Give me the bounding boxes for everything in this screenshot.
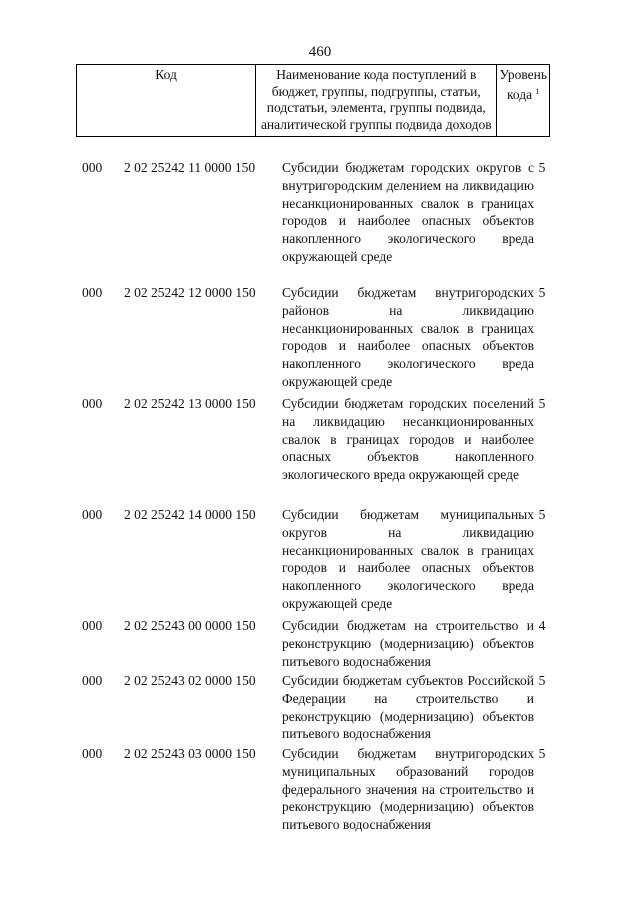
- row-admin-code: 000: [82, 507, 103, 522]
- row-level: 5: [538, 285, 546, 300]
- row-name: Субсидии бюджетам городских поселений на ликвидацию несанкционированных свалок в границах городов и наиболее опасных объектов накопленного экологического вреда окружающей среде: [282, 396, 534, 483]
- row-code: 2 02 25242 11 0000 150: [124, 160, 256, 175]
- header-name: Наименование кода поступлений в бюджет, группы, подгруппы, статьи, подстатьи, элемента, группы подвида, аналитической группы подвида доходов: [256, 65, 497, 136]
- row-code: 2 02 25242 12 0000 150: [124, 285, 256, 300]
- row-name: Субсидии бюджетам внутригородских районов на ликвидацию несанкционированных свалок в границах городов и наиболее опасных объектов накопленного экологического вреда окружающей среде: [282, 285, 534, 389]
- table-header: [76, 64, 550, 137]
- row-admin-code: 000: [82, 396, 103, 411]
- row-admin-code: 000: [82, 673, 103, 688]
- row-code: 2 02 25243 02 0000 150: [124, 673, 256, 688]
- header-level-label: Уровень кода: [499, 67, 547, 102]
- header-code: Код: [77, 65, 256, 136]
- header-level: [497, 65, 549, 136]
- row-name: Субсидии бюджетам субъектов Российской Федерации на строительство и реконструкцию (модернизацию) объектов питьевого водоснабжения: [282, 673, 534, 742]
- row-level: 5: [538, 746, 546, 761]
- row-admin-code: 000: [82, 285, 103, 300]
- row-name: Субсидии бюджетам на строительство и реконструкцию (модернизацию) объектов питьевого водоснабжения: [282, 618, 534, 669]
- row-name: Субсидии бюджетам городских округов с внутригородским делением на ликвидацию несанкционированных свалок в границах городов и наиболее опасных объектов накопленного экологического вреда окружающей среде: [282, 160, 534, 264]
- table-row: [76, 284, 550, 395]
- table-row: [76, 617, 550, 672]
- row-code: 2 02 25243 03 0000 150: [124, 746, 256, 761]
- row-level: 5: [538, 160, 546, 175]
- table-row: [76, 159, 550, 284]
- row-level: 5: [538, 396, 546, 411]
- page-number: 460: [308, 44, 332, 60]
- row-name: Субсидии бюджетам муниципальных округов на ликвидацию несанкционированных свалок в границах городов и наиболее опасных объектов накопленного экологического вреда окружающей среде: [282, 507, 534, 611]
- row-code: 2 02 25242 14 0000 150: [124, 507, 256, 522]
- table-row: [76, 672, 550, 745]
- table-row: [76, 745, 550, 837]
- row-code: 2 02 25243 00 0000 150: [124, 618, 256, 633]
- row-admin-code: 000: [82, 160, 103, 175]
- table-row: [76, 506, 550, 617]
- table-row: [76, 395, 550, 506]
- row-level: 5: [538, 673, 546, 688]
- header-level-footnote: 1: [535, 86, 540, 96]
- table-body: [76, 159, 550, 837]
- row-level: 4: [538, 618, 546, 633]
- row-name: Субсидии бюджетам внутригородских муниципальных образований городов федерального значения на строительство и реконструкцию (модернизацию) объектов питьевого водоснабжения: [282, 746, 534, 833]
- row-admin-code: 000: [82, 618, 103, 633]
- row-admin-code: 000: [82, 746, 103, 761]
- row-code: 2 02 25242 13 0000 150: [124, 396, 256, 411]
- row-level: 5: [538, 507, 546, 522]
